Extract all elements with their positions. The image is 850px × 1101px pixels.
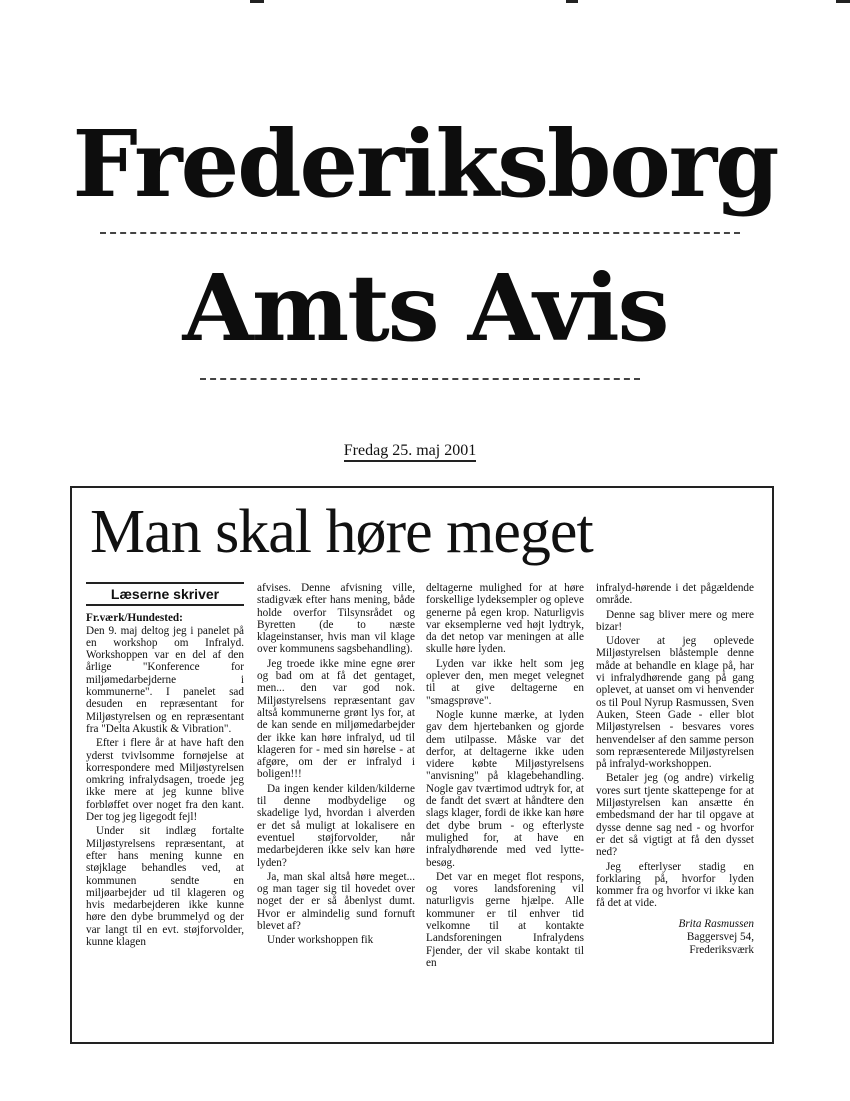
- masthead-line-1: Frederiksborg: [72, 110, 778, 218]
- masthead-rule: [100, 232, 740, 234]
- paragraph: Ja, man skal altså høre meget... og man tager sig til hovedet over noget der er så åbenlyst dumt. Hvor er almindelig sund fornuft blevet af?: [257, 870, 415, 933]
- paragraph: Nogle kunne mærke, at lyden gav dem hjertebanken og gjorde dem utilpasse. Måske var det derfor, at deltagerne ikke uden videre købte Miljøstyrelsens "anvisning" på klagebehandling. Nogle gav tværtimod udtryk for, at de fandt det svært at håndtere den slags klager, fordi de ikke kan høre det dybe brum - og efterlyste mulighed for, at have en infralydhørende med ved lytte-besøg.: [426, 708, 584, 869]
- paragraph: Efter i flere år at have haft den yderst tvivlsomme fornøjelse at korrespondere med Miljøstyrelsen omkring infralydsagen, troede jeg ikke mere at jeg kunne blive forbløffet over noget fra den kant. Der tog jeg ligegodt fejl!: [86, 737, 244, 824]
- paragraph: Jeg efterlyser stadig en forklaring på, hvorfor lyden kommer fra og hvorfor vi ikke kan få det at vide.: [596, 860, 754, 910]
- paragraph: Da ingen kender kilden/kilderne til denne modbydelige og skadelige lyd, hvordan i alverden er det så muligt at lokalisere en eventuel støjforvolder, når medarbejderen ikke selv kan høre lyden?: [257, 782, 415, 869]
- paragraph: Det var en meget flot respons, og vores landsforening vil naturligvis gerne hjælpe. Alle kommuner er til enhver tid velkomne til at kontakte Landsforeningen Infralydens Fjender, der vil skabe kontakt til en: [426, 870, 584, 969]
- scan-speck: [566, 0, 578, 3]
- scan-speck: [250, 0, 264, 3]
- scan-speck: [836, 0, 850, 3]
- author-signature: [596, 918, 754, 957]
- paragraph: Under workshoppen fik: [267, 934, 374, 947]
- paragraph: Denne sag bliver mere og mere bizar!: [596, 608, 754, 633]
- article-column-4: [596, 582, 754, 957]
- author-city: Frederiksværk: [689, 943, 754, 956]
- paragraph: Jeg troede ikke mine egne ører og bad om at få det gentaget, men... den var god nok. Miljøstyrelsens repræsentant gav altså kommunerne grønt lys for, at de kan sende en miljømedarbejder der ikke kan høre infralyd, ud til klageren for - med sin hørelse - at afgøre, om der er infralyd i boligen!!!: [257, 657, 415, 781]
- dateline-place: Fr.værk/Hundested:: [86, 612, 183, 625]
- section-kicker: Læserne skriver: [86, 582, 244, 606]
- article-column-1: [86, 582, 244, 950]
- article-headline: Man skal høre meget: [90, 498, 593, 566]
- masthead-rule: [200, 378, 640, 380]
- paragraph: Lyden var ikke helt som jeg oplever den, men meget velegnet til at give deltagerne en "smagsprøve".: [426, 657, 584, 707]
- paragraph: afvises. Denne afvisning ville, stadigvæk efter hans mening, både holde overfor Tilsynsrådet og Byretten (de to næste klageinstanser, hvis man vil klage over kommunens sagsbehandling).: [257, 582, 415, 656]
- paragraph: Udover at jeg oplevede Miljøstyrelsen blåstemple denne måde at behandle en klage på, har vi infralydhørende gang på gang oplevet, at uanset om vi henvender os til Poul Nyrup Rasmussen, Sven Auken, Steen Gade - eller blot Miljøstyrelsen - besvares vores henvendelser af den samme person som repræsenterede Miljøstyrelsen på infralyd-workshoppen.: [596, 635, 754, 771]
- article-column-3: [426, 582, 584, 971]
- paragraph: Betaler jeg (og andre) virkelig vores surt tjente skattepenge for at Miljøstyrelsen kan ansætte én embedsmand der har til opgave at dysse denne sag ned - og hvorfor er det så vigtigt at få den dysset ned?: [596, 772, 754, 859]
- paragraph: Under sit indlæg fortalte Miljøstyrelsens repræsentant, at efter hans mening kunne en støjklage behandles ved, at kommunen sendte en miljøarbejder ud til klageren og hvis medarbejderen ikke kunne høre den dybe brummelyd og der var langt til en evt. støjforvolder, kunne klagen: [86, 825, 244, 949]
- paragraph: infralyd-hørende i det pågældende område.: [596, 582, 754, 607]
- masthead-line-2: Amts Avis: [182, 254, 668, 362]
- article-column-2: [257, 582, 415, 949]
- paragraph: deltagerne mulighed for at høre forskellige lydeksempler og opleve generne på egen krop. Naturligvis var eksemplerne ved højt lydtryk, da det netop var meningen at alle skulle høre lyden.: [426, 582, 584, 656]
- author-street: Baggersvej 54,: [686, 930, 754, 943]
- publication-date: Fredag 25. maj 2001: [0, 442, 820, 460]
- paragraph: Den 9. maj deltog jeg i panelet på en workshop om Infralyd. Workshoppen var en del af den årlige "Konference for miljømedarbejderne i kommunerne". I panelet sad desuden en repræsentant for Miljøstyrelsen og en repræsentant fra "Delta Akustik & Vibration".: [86, 624, 244, 735]
- author-name: Brita Rasmussen: [678, 917, 754, 930]
